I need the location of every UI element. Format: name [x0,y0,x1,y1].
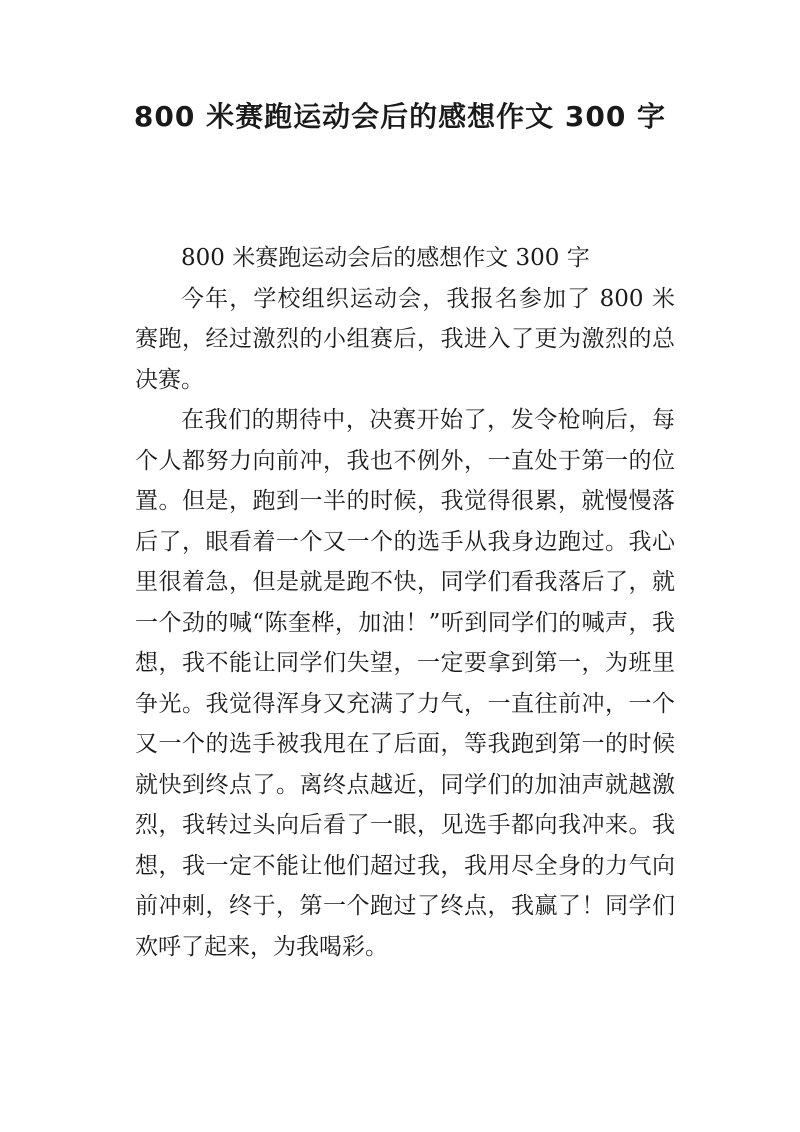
document-body [135,238,675,967]
paragraph-race: 在我们的期待中，决赛开始了，发令枪响后，每个人都努力向前冲，我也不例外，一直处于第一的位置。但是，跑到一半的时候，我觉得很累，就慢慢落后了，眼看着一个又一个的选手从我身边跑过。我心里很着急，但是就是跑不快，同学们看我落后了，就一个劲的喊“陈奎桦，加油！”听到同学们的喊声，我想，我不能让同学们失望，一定要拿到第一，为班里争光。我觉得浑身又充满了力气，一直往前冲，一个又一个的选手被我甩在了后面，等我跑到第一的时候就快到终点了。离终点越近，同学们的加油声就越激烈，我转过头向后看了一眼，见选手都向我冲来。我想，我一定不能让他们超过我，我用尽全身的力气向前冲刺，终于，第一个跑过了终点，我赢了！同学们欢呼了起来，为我喝彩。 [135,407,675,960]
paragraph-subtitle: 800 米赛跑运动会后的感想作文 300 字 [181,245,590,271]
paragraph-intro: 今年，学校组织运动会，我报名参加了 800 米赛跑，经过激烈的小组赛后，我进入了更为激烈的总决赛。 [135,285,675,393]
document-title: 800 米赛跑运动会后的感想作文 300 字 [133,100,667,133]
